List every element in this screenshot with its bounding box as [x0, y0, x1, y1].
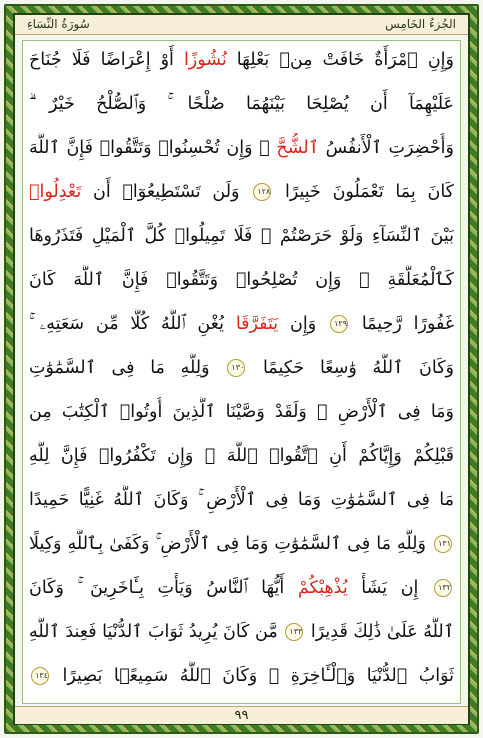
verse-text: ٱللَّهُ عَلَىٰ ذَٰلِكَ قَدِيرًا [305, 622, 454, 642]
text-line [29, 573, 454, 603]
text-line [29, 89, 454, 119]
verse-text: وَإِن [278, 314, 328, 334]
verse-text: وَلَن تَسْتَطِيعُوٓا۟ أَن [81, 182, 252, 202]
verse-text: مَا فِى ٱلسَّمَٰوَٰتِ وَمَا فِى ٱلْأَرْضِ ۚ وَكَانَ ٱللَّهُ غَنِيًّا حَمِيدًا [29, 490, 454, 510]
verse-text: كَانَ بِمَا تَعْمَلُونَ خَبِيرًا [273, 182, 454, 202]
verse-text: أَوْ إِعْرَاضًا فَلَا جُنَاحَ [29, 50, 184, 70]
highlighted-word: تَعْدِلُوا۟ [29, 182, 82, 202]
verse-text: بَيْنَ ٱلنِّسَآءِ وَلَوْ حَرَصْتُمْ ۖ فَلَا تَمِيلُوا۟ كُلَّ ٱلْمَيْلِ فَتَذَرُوهَا [29, 226, 454, 246]
verse-text: وَكَانَ ٱللَّهُ وَٰسِعًا حَكِيمًا [247, 358, 454, 378]
text-line [29, 45, 454, 75]
verse-text: وَمَا فِى ٱلْأَرْضِ ۗ وَلَقَدْ وَصَّيْنَا ٱلَّذِينَ أُوتُوا۟ ٱلْكِتَٰبَ مِن [29, 402, 454, 422]
text-line [29, 441, 454, 471]
text-line [29, 309, 454, 339]
verse-text: غَفُورًا رَّحِيمًا [350, 314, 454, 334]
ayah-number-marker: ١٣٠ [227, 359, 245, 377]
highlighted-word: يَتَفَرَّقَا [235, 314, 279, 334]
verse-text: وَلِلَّهِ مَا فِى ٱلسَّمَٰوَٰتِ وَمَا فِى ٱلْأَرْضِ ۚ وَكَفَىٰ بِٱللَّهِ وَكِيلًا [29, 534, 432, 554]
verse-text: وَلِلَّهِ مَا فِى ٱلسَّمَٰوَٰتِ [29, 358, 226, 378]
highlighted-word: نُشُوزًا [183, 50, 227, 70]
verse-text: ۚ وَإِن تُحْسِنُوا۟ وَتَتَّقُوا۟ فَإِنَّ ٱللَّهَ [29, 138, 277, 158]
text-line [29, 485, 454, 515]
ayah-number-marker: ١٣٢ [434, 579, 452, 597]
text-line [29, 133, 454, 163]
verse-text: وَأُحْضِرَتِ ٱلْأَنفُسُ [318, 138, 454, 158]
ayah-number-marker: ١٢٨ [253, 183, 271, 201]
page-footer [15, 706, 468, 724]
highlighted-word: يُذْهِبْكُمْ [297, 578, 348, 598]
text-line [29, 529, 454, 559]
verse-text: قَبْلِكُمْ وَإِيَّاكُمْ أَنِ ٱتَّقُوا۟ ٱللَّهَ ۚ وَإِن تَكْفُرُوا۟ فَإِنَّ لِلَّهِ [29, 446, 454, 466]
ayah-number-marker: ١٣٤ [31, 667, 49, 685]
verse-text: يُغْنِ ٱللَّهُ كُلًّا مِّن سَعَتِهِۦ ۚ [29, 314, 236, 334]
text-line [29, 617, 454, 647]
quran-text-area [22, 40, 461, 704]
verse-text: مَّن كَانَ يُرِيدُ ثَوَابَ ٱلدُّنْيَا فَعِندَ ٱللَّهِ [29, 622, 284, 642]
text-line [29, 265, 454, 295]
verse-text: وَإِنِ ٱمْرَأَةٌ خَافَتْ مِنۢ بَعْلِهَا [226, 50, 454, 70]
verse-text: كَٱلْمُعَلَّقَةِ ۚ وَإِن تُصْلِحُوا۟ وَتَتَّقُوا۟ فَإِنَّ ٱللَّهَ كَانَ [29, 270, 454, 290]
text-line [29, 397, 454, 427]
ayah-number-marker: ١٣٣ [285, 623, 303, 641]
text-line [29, 661, 454, 691]
juz-label: الجُزءُ الخَامِس [385, 17, 456, 31]
text-line [29, 221, 454, 251]
surah-label: سُورَةُ النِّسَاءِ [27, 17, 90, 31]
highlighted-word: ٱلشُّحَّ [276, 138, 319, 158]
ayah-number-marker: ١٢٩ [330, 315, 348, 333]
page-header [15, 15, 468, 35]
verse-text: ثَوَابُ ٱلدُّنْيَا وَٱلْـَٔاخِرَةِ ۚ وَكَانَ ٱللَّهُ سَمِيعًۢا بَصِيرًا [51, 666, 454, 686]
verse-text: عَلَيْهِمَآ أَن يُصْلِحَا بَيْنَهُمَا صُلْحًا ۚ وَٱلصُّلْحُ خَيْرٌ ۗ [29, 94, 454, 114]
text-line [29, 177, 454, 207]
text-line [29, 353, 454, 383]
verse-text: أَيُّهَا ٱلنَّاسُ وَيَأْتِ بِـَٔاخَرِينَ ۚ وَكَانَ [29, 578, 298, 598]
ayah-number-marker: ١٣١ [434, 535, 452, 553]
page-number: ٩٩ [234, 708, 249, 723]
verse-text: إِن يَشَأْ [347, 578, 432, 598]
